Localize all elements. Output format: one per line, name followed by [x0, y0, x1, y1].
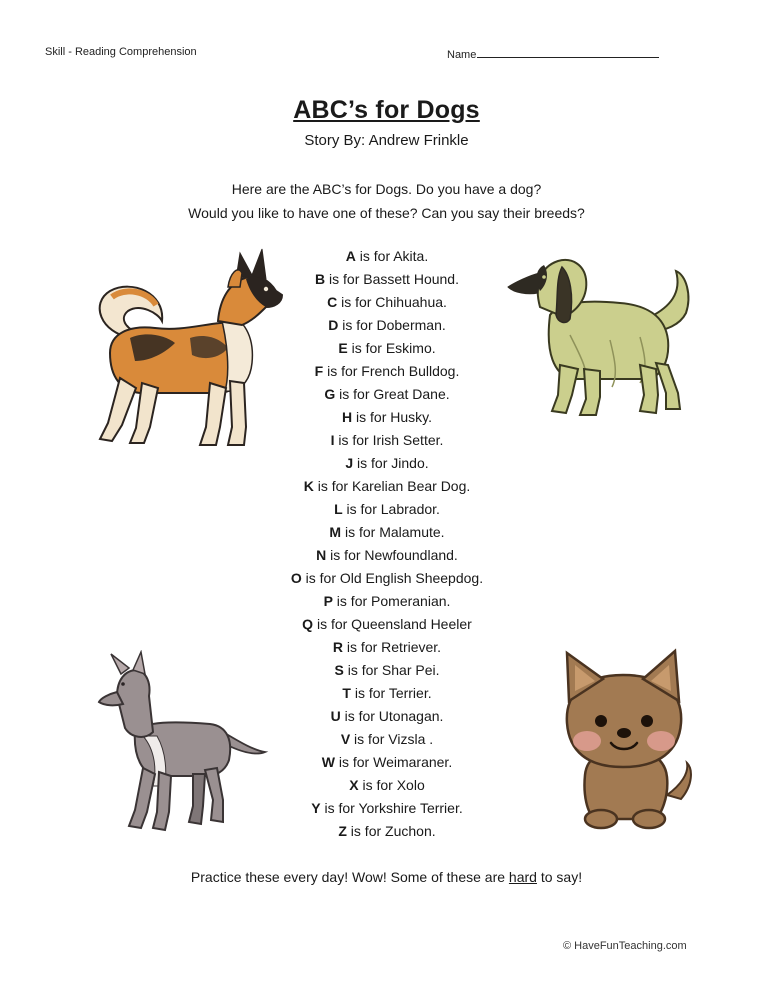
- abc-item: [240, 590, 534, 613]
- abc-letter: Q: [302, 616, 314, 632]
- abc-letter: S: [334, 662, 344, 678]
- abc-letter: B: [315, 271, 326, 287]
- abc-item: [240, 659, 534, 682]
- abc-breed-text: is for Akita.: [355, 248, 429, 264]
- closing-text-before: Practice these every day! Wow! Some of these are: [190, 869, 509, 885]
- abc-breed-text: is for Zuchon.: [346, 823, 436, 839]
- abc-item: [240, 613, 534, 636]
- abc-breed-text: is for Chihuahua.: [337, 294, 447, 310]
- page-title: ABC’s for Dogs: [293, 96, 480, 124]
- abc-breed-text: is for Old English Sheepdog.: [301, 570, 484, 586]
- afghan-hound-illustration: [500, 245, 705, 425]
- abc-breed-text: is for Eskimo.: [347, 340, 436, 356]
- abc-breed-text: is for Labrador.: [342, 501, 440, 517]
- abc-letter: O: [290, 570, 302, 586]
- abc-letter: E: [338, 340, 348, 356]
- intro-line-1: Here are the ABC’s for Dogs. Do you have a dog?: [231, 181, 542, 197]
- abc-letter: M: [329, 524, 342, 540]
- closing-sentence: [0, 869, 773, 885]
- abc-breed-text: is for Doberman.: [338, 317, 446, 333]
- abc-breed-text: is for Terrier.: [350, 685, 432, 701]
- abc-letter: Z: [338, 823, 347, 839]
- abc-letter: J: [345, 455, 354, 471]
- abc-letter: G: [324, 386, 336, 402]
- abc-item: [240, 682, 534, 705]
- abc-breed-text: is for Retriever.: [343, 639, 442, 655]
- abc-breed-text: is for Great Dane.: [335, 386, 450, 402]
- abc-item: [240, 544, 534, 567]
- abc-breed-text: is for Queensland Heeler: [313, 616, 472, 632]
- abc-breed-text: is for Pomeranian.: [332, 593, 451, 609]
- name-blank-line: [477, 46, 659, 58]
- closing-underlined-word: hard: [508, 869, 537, 885]
- name-field: [447, 46, 659, 61]
- name-label: Name: [447, 49, 477, 61]
- abc-breed-text: is for French Bulldog.: [323, 363, 460, 379]
- abc-breed-text: is for Newfoundland.: [326, 547, 458, 563]
- abc-item: [240, 521, 534, 544]
- abc-breed-text: is for Yorkshire Terrier.: [320, 800, 463, 816]
- closing-text-after: to say!: [536, 869, 583, 885]
- abc-letter: V: [340, 731, 351, 747]
- abc-breed-text: is for Weimaraner.: [334, 754, 453, 770]
- abc-letter: X: [349, 777, 359, 793]
- akita-illustration: [70, 243, 290, 455]
- abc-breed-text: is for Jindo.: [353, 455, 429, 471]
- abc-letter: T: [342, 685, 351, 701]
- xolo-illustration: [95, 650, 270, 835]
- abc-item: [240, 774, 534, 797]
- skill-label: Skill - Reading Comprehension: [45, 46, 197, 58]
- abc-letter: F: [314, 363, 324, 379]
- abc-item: [240, 452, 534, 475]
- abc-breed-text: is for Husky.: [352, 409, 432, 425]
- abc-breed-text: is for Irish Setter.: [334, 432, 444, 448]
- abc-breed-text: is for Bassett Hound.: [325, 271, 459, 287]
- abc-item: [240, 797, 534, 820]
- abc-item: [240, 751, 534, 774]
- abc-letter: N: [316, 547, 327, 563]
- story-byline: Story By: Andrew Frinkle: [304, 132, 469, 149]
- abc-letter: Y: [311, 800, 321, 816]
- abc-item: [240, 475, 534, 498]
- abc-item: [240, 636, 534, 659]
- abc-breed-text: is for Utonagan.: [340, 708, 444, 724]
- copyright-footer: © HaveFunTeaching.com: [563, 940, 687, 952]
- abc-letter: I: [330, 432, 335, 448]
- abc-letter: C: [327, 294, 338, 310]
- abc-breed-text: is for Karelian Bear Dog.: [313, 478, 471, 494]
- abc-letter: D: [328, 317, 339, 333]
- abc-letter: H: [342, 409, 353, 425]
- abc-item: [240, 820, 534, 843]
- abc-letter: W: [321, 754, 335, 770]
- abc-letter: K: [303, 478, 314, 494]
- abc-letter: R: [332, 639, 344, 655]
- abc-letter: A: [345, 248, 356, 264]
- abc-item: [240, 728, 534, 751]
- intro-paragraph: [0, 177, 773, 225]
- abc-item: [240, 705, 534, 728]
- abc-letter: P: [323, 593, 333, 609]
- abc-item: [240, 567, 534, 590]
- intro-line-2: Would you like to have one of these? Can you say their breeds?: [188, 205, 585, 221]
- cartoon-puppy-illustration: [555, 645, 700, 830]
- abc-breed-text: is for Xolo: [358, 777, 425, 793]
- abc-breed-text: is for Malamute.: [341, 524, 445, 540]
- abc-item: [240, 498, 534, 521]
- abc-breed-text: is for Shar Pei.: [343, 662, 440, 678]
- abc-breed-text: is for Vizsla .: [350, 731, 434, 747]
- abc-letter: U: [330, 708, 341, 724]
- abc-letter: L: [334, 501, 343, 517]
